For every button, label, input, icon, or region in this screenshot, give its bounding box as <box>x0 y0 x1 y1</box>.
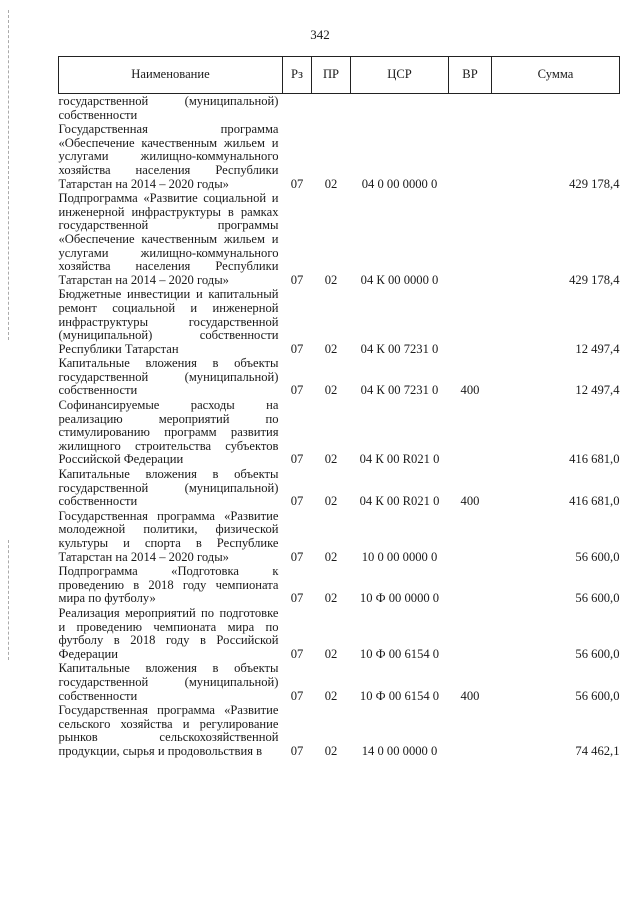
header-name: Наименование <box>59 57 283 94</box>
row-vr <box>449 564 492 606</box>
row-csr: 04 К 00 7231 0 <box>360 383 439 398</box>
row-pr: 02 <box>324 494 338 509</box>
row-csr: 14 0 00 0000 0 <box>361 743 438 758</box>
row-name-line: Государственная программа «Развитие <box>58 508 279 523</box>
header-sum: Сумма <box>492 57 620 94</box>
row-csr: 04 К 00 R021 0 <box>359 494 440 509</box>
table-row <box>59 606 620 661</box>
row-sum: 429 178,4 <box>569 272 620 287</box>
row-pr: 02 <box>324 646 338 661</box>
row-rz: 07 <box>290 176 304 191</box>
row-name-line: Государственная программа <box>58 122 279 137</box>
row-sum: 56 600,0 <box>575 591 620 606</box>
row-pr: 02 <box>324 383 338 398</box>
row-name-line: Капитальные вложения в объекты <box>58 661 279 676</box>
row-name-line: Капитальные вложения в объекты <box>58 356 279 371</box>
row-sum: 416 681,0 <box>569 452 620 467</box>
row-name-line: государственной (муниципальной) <box>58 480 279 495</box>
row-pr: 02 <box>324 591 338 606</box>
row-sum: 429 178,4 <box>569 176 620 191</box>
row-name-line: «Обеспечение качественным жильем и <box>58 231 279 246</box>
table-row <box>59 564 620 606</box>
row-name-line: Бюджетные инвестиции и капитальный <box>58 287 279 302</box>
row-name-line: государственной (муниципальной) <box>58 369 279 384</box>
row-name <box>59 287 283 356</box>
row-pr: 02 <box>324 688 338 703</box>
row-name <box>59 356 283 398</box>
row-name-line: собственности <box>58 383 138 398</box>
row-name-line: инженерной инфраструктуры в рамках <box>58 204 279 219</box>
row-name <box>59 122 283 191</box>
row-name-line: культуры и спорта в Республике <box>58 536 279 550</box>
row-pr: 02 <box>324 176 338 191</box>
row-rz: 07 <box>290 591 304 606</box>
row-name-line: ремонт социальной и инженерной <box>58 300 279 315</box>
row-vr: 400 <box>460 494 480 509</box>
row-name-line: стимулированию программ развития <box>58 425 279 440</box>
row-vr <box>449 122 492 191</box>
row-name-line: Капитальные вложения в объекты <box>58 467 279 482</box>
margin-mark <box>8 10 9 340</box>
row-name-line: молодежной политики, физической <box>58 522 279 537</box>
row-vr <box>449 703 492 758</box>
row-name-line: мира по футболу» <box>58 591 156 606</box>
row-name-line: Татарстан на 2014 – 2020 годы» <box>58 549 229 564</box>
row-name <box>59 703 283 758</box>
row-vr <box>449 509 492 564</box>
row-rz: 07 <box>290 494 304 509</box>
row-sum: 56 600,0 <box>575 688 620 703</box>
table-row <box>59 191 620 287</box>
row-vr <box>449 191 492 287</box>
row-name-line: услугами жилищно-коммунального <box>58 245 279 260</box>
row-csr: 04 0 00 0000 0 <box>361 176 438 191</box>
row-name <box>59 606 283 661</box>
row-rz: 07 <box>290 452 304 467</box>
row-sum <box>492 94 620 123</box>
row-name-line: государственной (муниципальной) <box>58 674 279 689</box>
row-rz <box>283 94 312 123</box>
row-name-line: собственности <box>58 688 138 703</box>
row-rz: 07 <box>290 383 304 398</box>
row-pr <box>312 94 351 123</box>
row-name-line: Татарстан на 2014 – 2020 годы» <box>58 272 229 287</box>
row-name <box>59 661 283 703</box>
row-name-line: государственной программы <box>58 218 279 233</box>
row-name-line: и проведению чемпионата мира по <box>58 619 279 634</box>
row-vr <box>449 94 492 123</box>
row-name-line: реализацию мероприятий по <box>58 411 279 426</box>
row-pr: 02 <box>324 272 338 287</box>
row-name-line: Республики Татарстан <box>58 341 179 356</box>
row-sum: 12 497,4 <box>575 383 620 398</box>
table-row <box>59 703 620 758</box>
row-name-line: (муниципальной) собственности <box>58 328 279 343</box>
table-header <box>59 57 620 94</box>
table-row <box>59 467 620 509</box>
row-sum: 56 600,0 <box>575 549 620 564</box>
row-name <box>59 509 283 564</box>
row-name-line: Государственная программа «Развитие <box>58 703 279 718</box>
row-name-line: Подпрограмма «Развитие социальной и <box>58 191 279 206</box>
row-name-line: государственной (муниципальной) <box>58 94 279 108</box>
row-name <box>59 398 283 467</box>
row-pr: 02 <box>324 549 338 564</box>
row-sum: 12 497,4 <box>575 341 620 356</box>
row-csr: 10 Ф 00 6154 0 <box>359 646 440 661</box>
row-rz: 07 <box>290 743 304 758</box>
header-pr: ПР <box>312 57 351 94</box>
row-vr <box>449 287 492 356</box>
row-name-line: футболу в 2018 году в Российской <box>58 633 279 648</box>
row-name-line: «Обеспечение качественным жильем и <box>58 135 279 150</box>
row-rz: 07 <box>290 549 304 564</box>
row-rz: 07 <box>290 688 304 703</box>
margin-mark-2 <box>8 540 9 660</box>
row-sum: 56 600,0 <box>575 646 620 661</box>
row-name-line: собственности <box>58 494 138 509</box>
row-name-line: Софинансируемые расходы на <box>58 398 279 413</box>
row-name-line: продукции, сырья и продовольствия в <box>58 743 263 758</box>
row-name-line: собственности <box>58 107 138 122</box>
row-name-line: инфраструктуры государственной <box>58 314 279 329</box>
row-name <box>59 94 283 123</box>
row-vr <box>449 398 492 467</box>
row-sum: 416 681,0 <box>569 494 620 509</box>
row-rz: 07 <box>290 341 304 356</box>
table-row <box>59 509 620 564</box>
row-csr: 04 К 00 R021 0 <box>359 452 440 467</box>
row-name-line: хозяйства населения Республики <box>58 162 279 177</box>
row-name <box>59 467 283 509</box>
row-csr <box>351 94 449 123</box>
header-vr: ВР <box>449 57 492 94</box>
row-rz: 07 <box>290 272 304 287</box>
row-name-line: рынков сельскохозяйственной <box>58 730 279 745</box>
row-pr: 02 <box>324 452 338 467</box>
row-name-line: Реализация мероприятий по подготовке <box>58 605 279 620</box>
row-vr <box>449 606 492 661</box>
row-name-line: проведению в 2018 году чемпионата <box>58 577 279 592</box>
row-csr: 04 К 00 0000 0 <box>360 272 439 287</box>
row-name-line: Татарстан на 2014 – 2020 годы» <box>58 176 229 191</box>
row-csr: 10 Ф 00 0000 0 <box>359 591 440 606</box>
row-name-line: сельского хозяйства и регулирование <box>58 716 279 731</box>
row-name-line: услугами жилищно-коммунального <box>58 149 279 164</box>
header-rz: Рз <box>283 57 312 94</box>
row-name-line: Федерации <box>58 646 118 661</box>
row-vr: 400 <box>460 383 480 398</box>
budget-table <box>58 56 620 759</box>
row-sum: 74 462,1 <box>575 743 620 758</box>
table-row <box>59 94 620 123</box>
row-name <box>59 564 283 606</box>
row-vr: 400 <box>460 688 480 703</box>
row-pr: 02 <box>324 743 338 758</box>
table-row <box>59 356 620 398</box>
row-csr: 10 Ф 00 6154 0 <box>359 688 440 703</box>
page-number: 342 <box>310 27 330 42</box>
table-row <box>59 661 620 703</box>
row-csr: 04 К 00 7231 0 <box>360 341 439 356</box>
row-name-line: Подпрограмма «Подготовка к <box>58 564 279 579</box>
row-rz: 07 <box>290 646 304 661</box>
row-pr: 02 <box>324 341 338 356</box>
table-row <box>59 122 620 191</box>
row-name-line: жилищного строительства субъектов <box>58 438 279 453</box>
row-name-line: Российской Федерации <box>58 452 184 467</box>
row-name <box>59 191 283 287</box>
row-csr: 10 0 00 0000 0 <box>361 549 438 564</box>
row-name-line: хозяйства населения Республики <box>58 259 279 274</box>
table-row <box>59 287 620 356</box>
header-csr: ЦСР <box>351 57 449 94</box>
table-row <box>59 398 620 467</box>
